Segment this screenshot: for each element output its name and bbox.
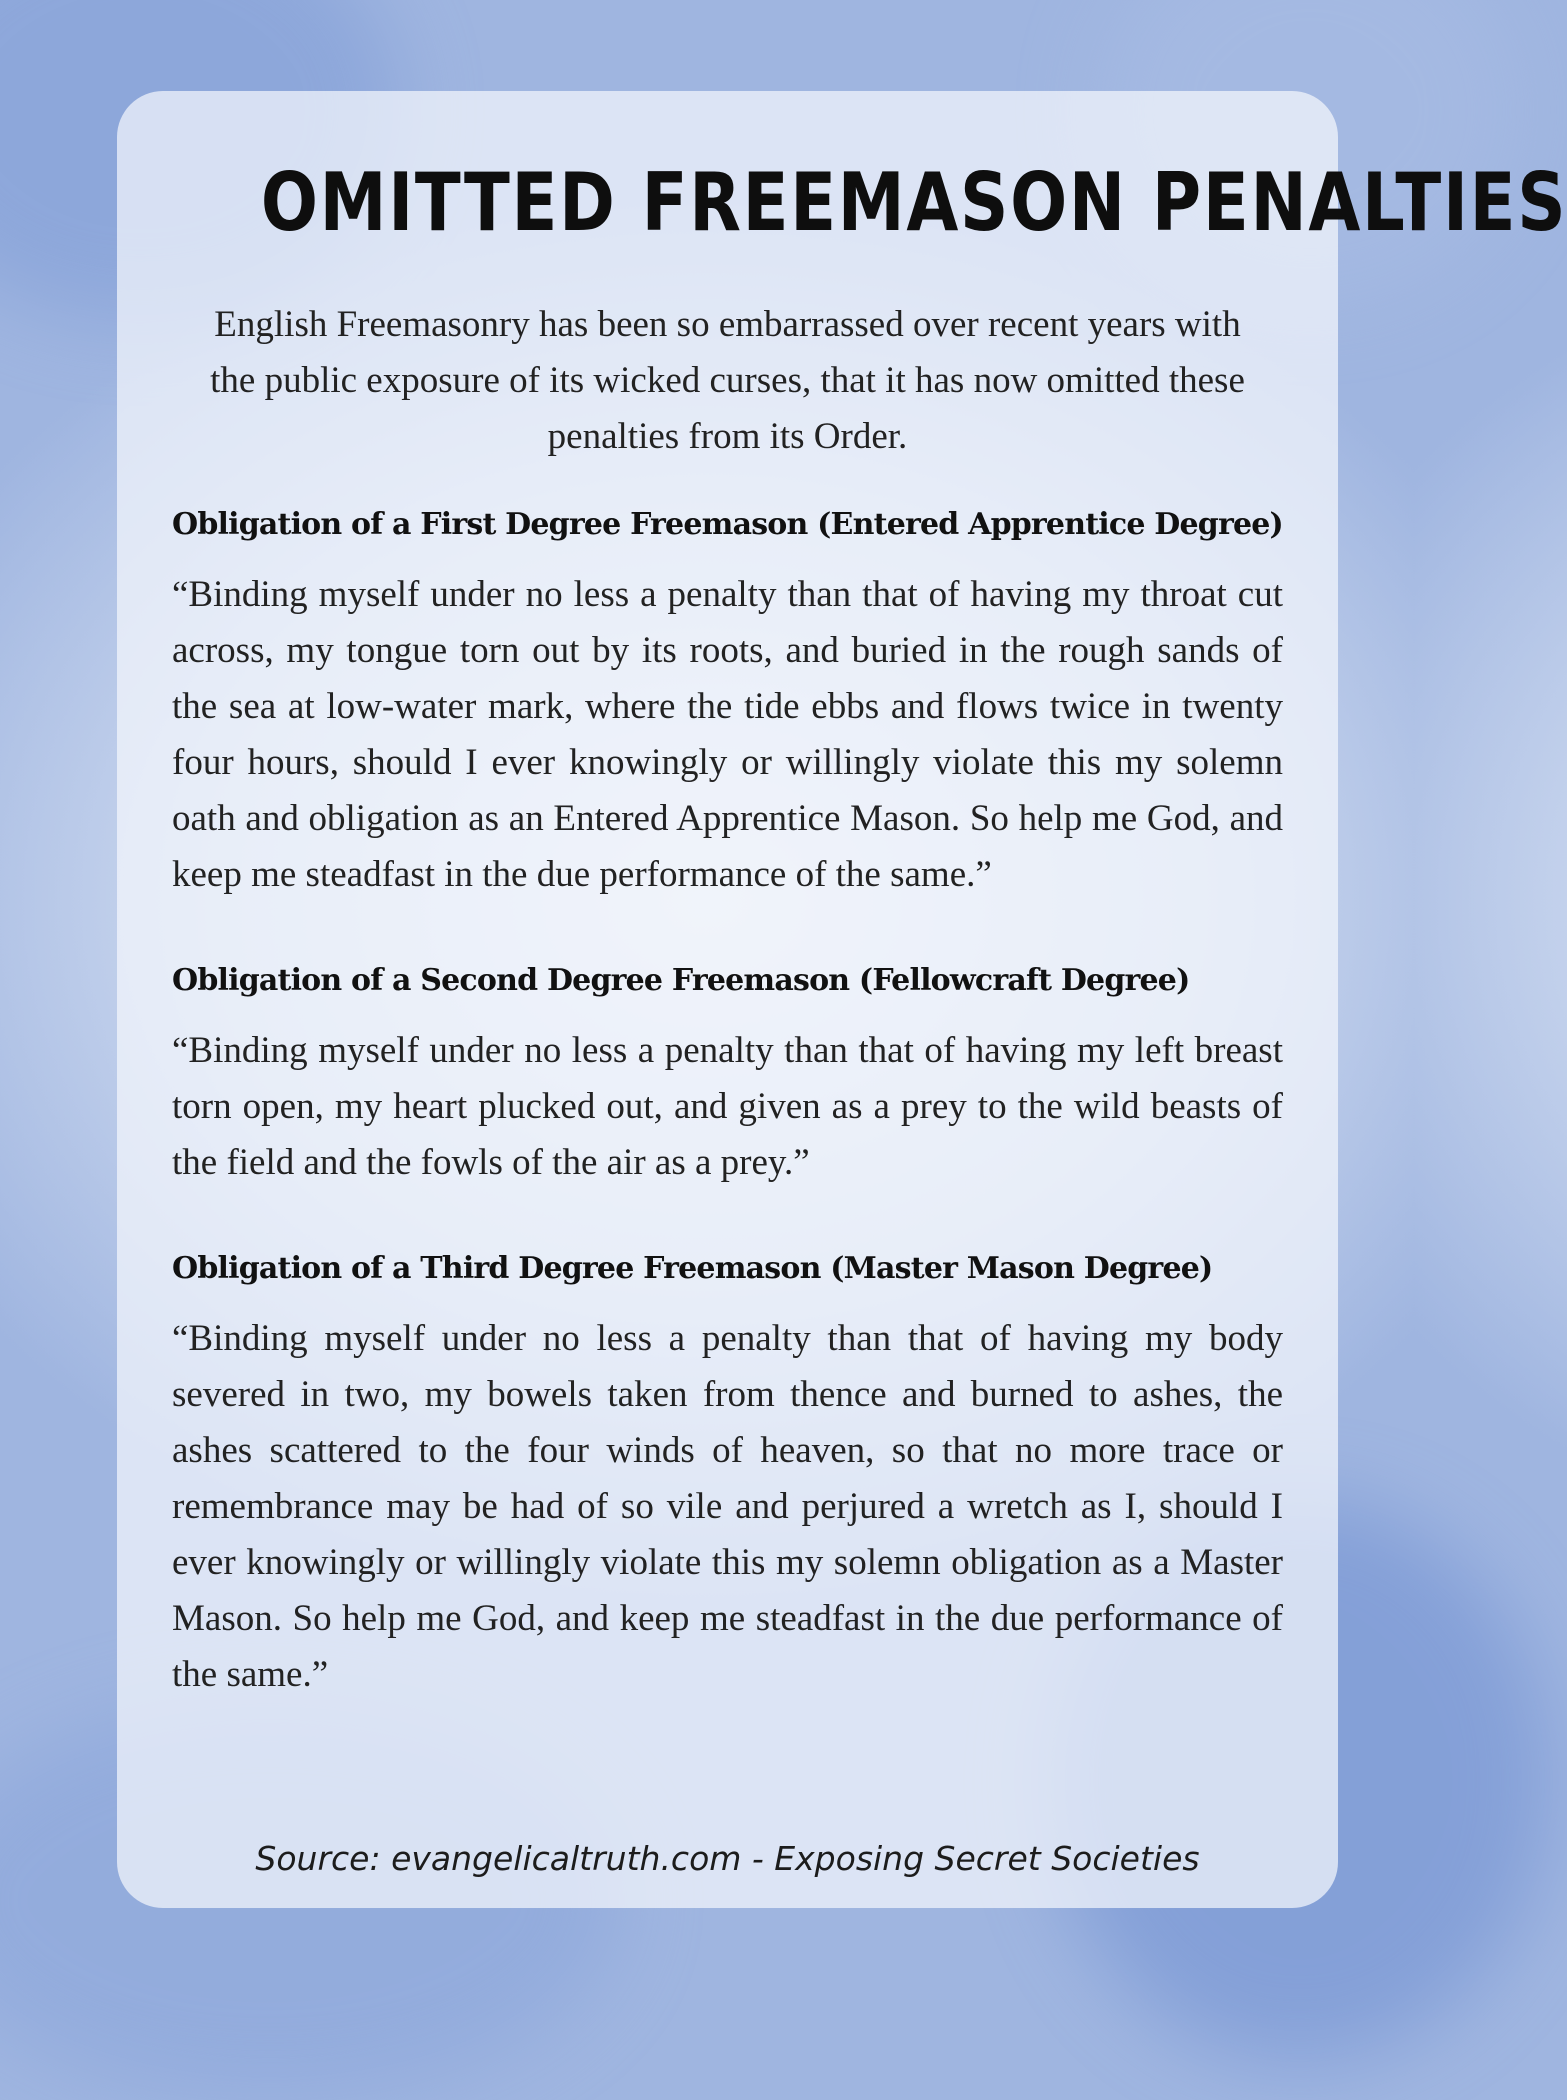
- section-heading: Obligation of a Third Degree Freemason (Master Mason Degree): [172, 1251, 1213, 1286]
- page-title: OMITTED FREEMASON PENALTIES: [260, 156, 1567, 249]
- intro-paragraph: English Freemasonry has been so embarrassed over recent years with the public exposure of its wicked curses, that it has now omitted these penalties from its Order.: [210, 304, 1245, 457]
- section-heading: Obligation of a First Degree Freemason (Entered Apprentice Degree): [172, 507, 1283, 542]
- section-heading: Obligation of a Second Degree Freemason (Fellowcraft Degree): [172, 963, 1190, 998]
- obligation-first-degree: [172, 505, 1283, 903]
- obligation-quote: “Binding myself under no less a penalty than that of having my left breast torn open, my heart plucked out, and given as a prey to the wild beasts of the field and the fowls of the air as a prey.”: [172, 1030, 1283, 1183]
- obligation-quote: “Binding myself under no less a penalty than that of having my throat cut across, my tongue torn out by its roots, and buried in the rough sands of the sea at low-water mark, where the tide ebbs and flows twice in twenty four hours, should I ever knowingly or willingly violate this my solemn oath and obligation as an Entered Apprentice Mason. So help me God, and keep me steadfast in the due performance of the same.”: [172, 574, 1283, 895]
- obligation-quote: “Binding myself under no less a penalty than that of having my body severed in two, my bowels taken from thence and burned to ashes, the ashes scattered to the four winds of heaven, so that no more trace or remembrance may be had of so vile and perjured a wretch as I, should I ever knowingly or willingly violate this my solemn obligation as a Master Mason. So help me God, and keep me steadfast in the due performance of the same.”: [172, 1318, 1283, 1695]
- content-card: [117, 91, 1567, 1908]
- source-credit: Source: evangelicaltruth.com - Exposing Secret Societies: [255, 1839, 1200, 1878]
- obligation-third-degree: [172, 1249, 1283, 1703]
- obligation-second-degree: [172, 961, 1283, 1191]
